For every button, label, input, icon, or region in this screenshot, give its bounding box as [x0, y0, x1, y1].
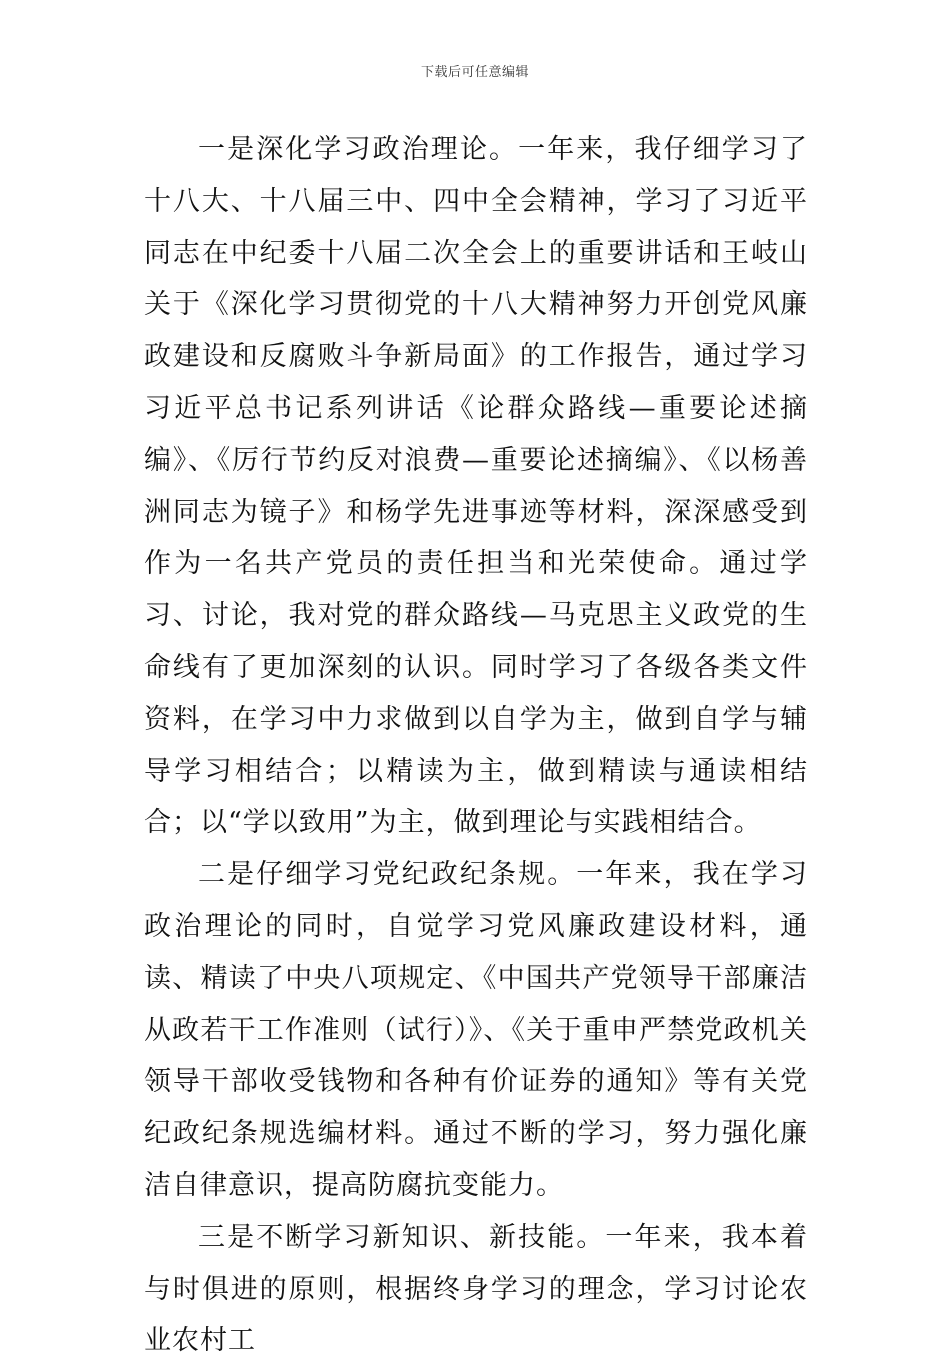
body-text [144, 124, 808, 1367]
paragraph-new-knowledge: 三是不断学习新知识、新技能。一年来，我本着与时俱进的原则，根据终身学习的理念，学习讨论农业农村工 [144, 1221, 808, 1357]
paragraph-political-theory: 一是深化学习政治理论。一年来，我仔细学习了十八大、十八届三中、四中全会精神，学习了习近平同志在中纪委十八届二次全会上的重要讲话和王岐山关于《深化学习贯彻党的十八大精神努力开创党风廉政建设和反腐败斗争新局面》的工作报告，通过学习习近平总书记系列讲话《论群众路线—重要论述摘编》、《厉行节约反对浪费—重要论述摘编》、《以杨善洲同志为镜子》和杨学先进事迹等材料，深深感受到作为一名共产党员的责任担当和光荣使命。通过学习、讨论，我对党的群众路线—马克思主义政党的生命线有了更加深刻的认识。同时学习了各级各类文件资料，在学习中力求做到以自学为主，做到自学与辅导学习相结合；以精读为主，做到精读与通读相结合；以“学以致用”为主，做到理论与实践相结合。 [144, 134, 808, 839]
header-note: 下载后可任意编辑 [420, 65, 529, 80]
paragraph-party-discipline: 二是仔细学习党纪政纪条规。一年来，我在学习政治理论的同时，自觉学习党风廉政建设材料，通读、精读了中央八项规定、《中国共产党领导干部廉洁从政若干工作准则（试行）》、《关于重申严禁党政机关领导干部收受钱物和各种有价证券的通知》等有关党纪政纪条规选编材料。通过不断的学习，努力强化廉洁自律意识，提高防腐抗变能力。 [144, 859, 808, 1201]
